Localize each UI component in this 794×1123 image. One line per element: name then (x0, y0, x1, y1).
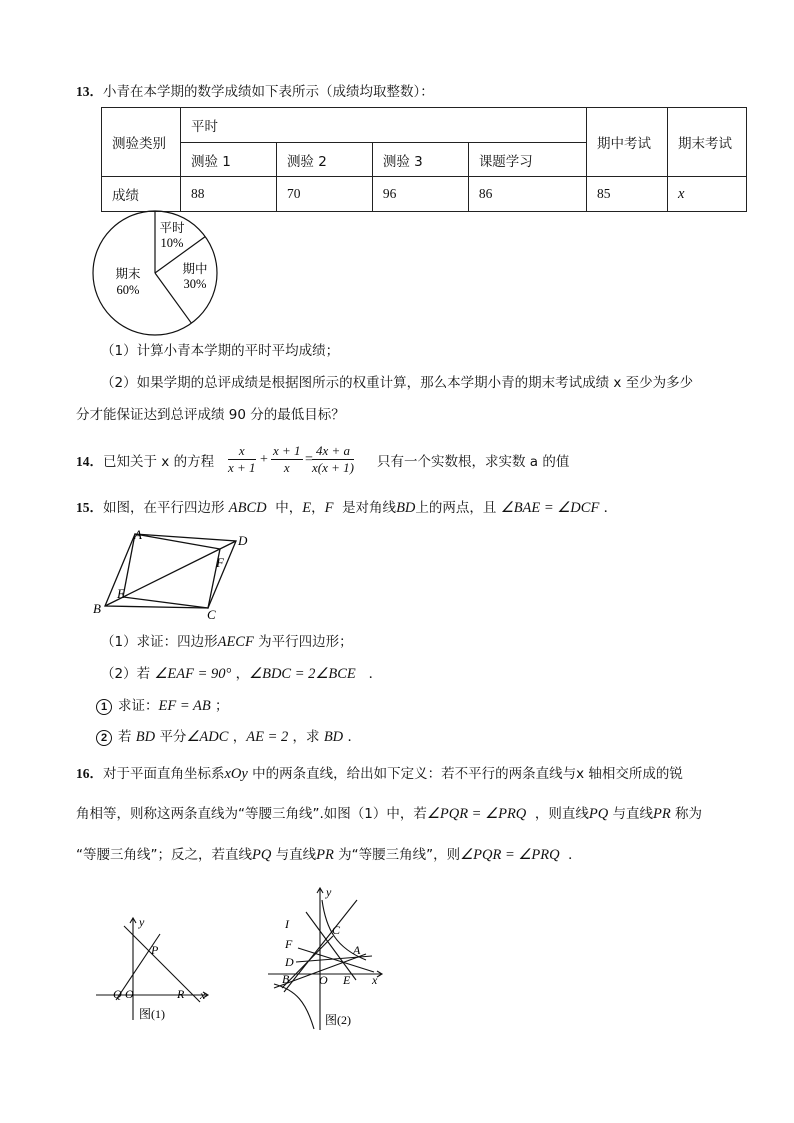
fig2-label-x: x (372, 973, 378, 987)
table-cell-quiz1: 88 (181, 177, 277, 212)
fig2-label-a: A (353, 943, 361, 957)
q13-part1: （1）计算小青本学期的平时平均成绩； (101, 343, 340, 359)
line-ce (306, 912, 356, 980)
fig2-caption: 图(2) (325, 1013, 351, 1027)
q15-parallelogram-figure (90, 526, 260, 624)
label-c: C (207, 607, 216, 622)
q13-part2-line2: 分才能保证达到总评成绩 90 分的最低目标？ (76, 407, 345, 423)
fig1-label-o: O (125, 987, 134, 1001)
fig1-label-x: x (200, 988, 206, 1002)
pie-pct-usual: 10% (160, 236, 184, 250)
pie-pct-mid: 30% (183, 277, 207, 291)
table-sub-quiz1: 测验 1 (181, 143, 277, 177)
q14-post: 只有一个实数根，求实数 a 的值 (377, 454, 570, 470)
q15-sub2: 2 若 BD 平分∠ADC ，AE = 2 ，求 BD ． (96, 728, 361, 746)
q16-line3: “等腰三角线”；反之，若直线PQ 与直线PR 为“等腰三角线”，则∠PQR = ∠PRQ ． (76, 847, 582, 863)
q14-fraction-1: $\frac{x}{x + 1}$ (228, 443, 256, 475)
q15-part2: （2）若 ∠EAF = 90° ，∠BDC = 2∠BCE ． (101, 666, 383, 682)
q13-pie-chart (92, 210, 224, 338)
label-f: F (216, 555, 224, 570)
table-cell-quiz2: 70 (276, 177, 372, 212)
pie-pct-final: 60% (116, 283, 140, 297)
table-sub-quiz2: 测验 2 (276, 143, 372, 177)
q13-score-table (101, 107, 747, 212)
fig2-label-c: C (332, 923, 341, 937)
q15-number: 15． (76, 500, 103, 515)
q14-stem: 14．已知关于 x 的方程 (76, 454, 215, 470)
circled-number-1: 1 (96, 699, 112, 715)
table-row-label: 成绩 (102, 177, 181, 212)
q13-number: 13． (76, 84, 103, 99)
circled-number-2: 2 (96, 730, 112, 746)
fig1-label-p: P (151, 943, 159, 957)
pie-label-final: 期末 (115, 267, 141, 281)
table-cell-quiz3: 96 (372, 177, 468, 212)
q14-number: 14． (76, 454, 103, 469)
pie-label-mid: 期中 (182, 262, 208, 276)
label-d: D (238, 533, 248, 548)
q15-part1: （1）求证：四边形AECF 为平行四边形； (101, 634, 353, 650)
q16-figure-1 (90, 912, 220, 1032)
q15-sub1: 1 求证：EF = AB ； (96, 697, 229, 715)
fig2-label-i: I (285, 917, 289, 931)
fig2-label-f: F (285, 937, 293, 951)
hyperbola-lower (274, 984, 314, 1029)
q14-fraction-3: $\frac{4x + a}{x(x + 1)}$ (312, 443, 354, 475)
fig1-label-q: Q (113, 987, 122, 1001)
q13-part2-line1: （2）如果学期的总评成绩是根据图所示的权重计算，那么本学期小青的期末考试成绩 x 至少为多少 (101, 375, 694, 391)
pie-label-usual: 平时 (159, 221, 185, 235)
q13-stem: 13．小青在本学期的数学成绩如下表所示（成绩均取整数）： (76, 84, 434, 100)
fig1-label-r: R (177, 987, 185, 1001)
q14-fraction-2: $\frac{x + 1}{x}$ (273, 443, 301, 475)
line-pr (124, 926, 200, 1002)
q16-figure-2 (262, 884, 392, 1034)
table-sub-quiz3: 测验 3 (372, 143, 468, 177)
label-e: E (117, 586, 125, 601)
fig2-label-y: y (326, 885, 332, 899)
table-cell-midterm: 85 (587, 177, 668, 212)
fig2-label-b: B (282, 972, 290, 986)
fig2-label-d: D (285, 955, 294, 969)
fig2-label-o: O (319, 973, 328, 987)
q16-line1: 16．对于平面直角坐标系xOy 中的两条直线，给出如下定义：若不平行的两条直线与x 轴相交所成的锐 (76, 766, 683, 782)
q16-number: 16． (76, 766, 103, 781)
table-cell-project: 86 (468, 177, 586, 212)
fig1-caption: 图(1) (139, 1007, 165, 1021)
table-header-category: 测验类别 (102, 108, 181, 177)
q16-line2: 角相等，则称这两条直线为“等腰三角线”.如图（1）中，若∠PQR = ∠PRQ ，则直线PQ 与直线PR 称为 (76, 806, 703, 822)
quadrilateral-aecf (123, 534, 220, 608)
fig1-label-y: y (139, 915, 145, 929)
fig2-label-e: E (343, 973, 351, 987)
q15-stem: 15．如图，在平行四边形 ABCD 中，E，F 是对角线BD上的两点，且 ∠BAE = ∠DCF ． (76, 500, 618, 516)
label-a: A (134, 527, 142, 542)
table-header-final: 期末考试 (668, 108, 747, 177)
line-da (296, 956, 372, 962)
table-cell-final: x (668, 177, 747, 212)
q14-plus: + (260, 452, 268, 467)
q14-equals: = (305, 452, 313, 467)
label-b: B (93, 601, 101, 616)
table-sub-project: 课题学习 (468, 143, 586, 177)
table-header-usual: 平时 (181, 108, 587, 143)
table-header-midterm: 期中考试 (587, 108, 668, 177)
